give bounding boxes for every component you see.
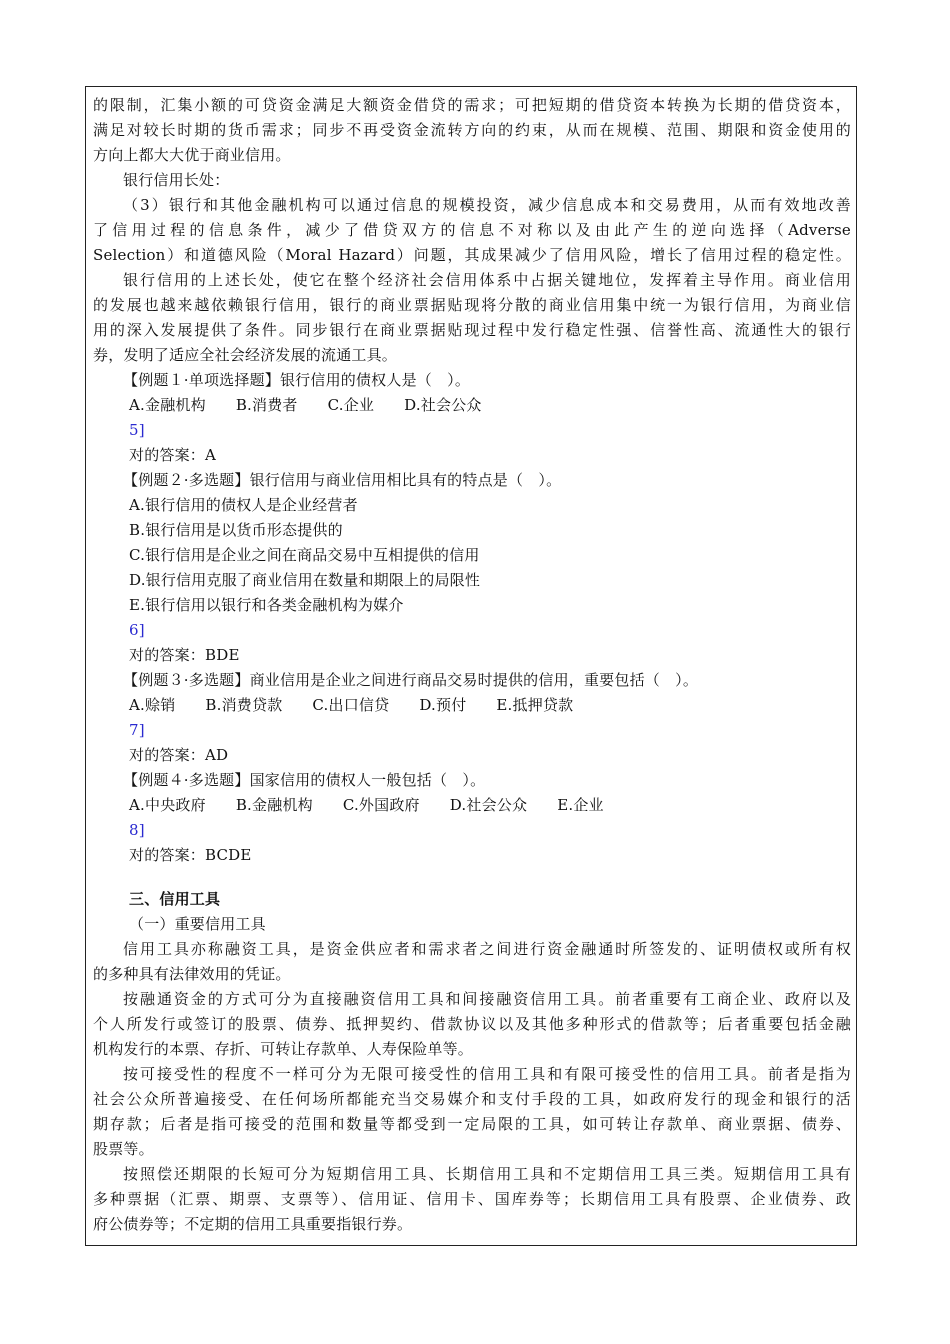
text-line: 信用工具亦称融资工具，是资金供应者和需求者之间进行资金融通时所签发的、证明债权或所有权	[123, 940, 851, 958]
option: A.金融机构	[129, 396, 206, 414]
text-line: 府公债券等；不定期的信用工具重要指银行券。	[93, 1215, 413, 1233]
answer: 对的答案：BCDE	[129, 846, 252, 864]
section-heading: 三、信用工具	[129, 890, 221, 908]
reference-marker: 8]	[129, 821, 145, 839]
text-line: 了信用过程的信息条件，减少了借贷双方的信息不对称以及由此产生的逆向选择（Adverse	[93, 221, 851, 239]
answer: 对的答案：A	[129, 446, 217, 464]
text-line: 用的深入发展提供了条件。同步银行在商业票据贴现过程中发行稳定性强、信誉性高、流通性大的银行	[93, 321, 851, 339]
text-line: 机构发行的本票、存折、可转让存款单、人寿保险单等。	[93, 1040, 474, 1058]
text-line: Selection）和道德风险（Moral Hazard）问题，其成果减少了信用风险，增长了信用过程的稳定性。	[93, 246, 851, 264]
option: C.银行信用是企业之间在商品交易中互相提供的信用	[129, 546, 480, 564]
option: A.银行信用的债权人是企业经营者	[129, 496, 358, 514]
reference-marker: 7]	[129, 721, 145, 739]
option: E.企业	[557, 796, 604, 814]
question-title: 【例题３·多选题】商业信用是企业之间进行商品交易时提供的信用，重要包括（ ）。	[123, 671, 699, 689]
question-title: 【例题２·多选题】银行信用与商业信用相比具有的特点是（ ）。	[123, 471, 562, 489]
subheading: （一）重要信用工具	[129, 915, 266, 933]
question-options	[93, 693, 851, 718]
text-line: 方向上都大大优于商业信用。	[93, 146, 291, 164]
answer: 对的答案：AD	[129, 746, 229, 764]
reference-marker: 6]	[129, 621, 145, 639]
text-line: 按融通资金的方式可分为直接融资信用工具和间接融资信用工具。前者重要有工商企业、政府以及	[123, 990, 851, 1008]
question-title: 【例题１·单项选择题】银行信用的债权人是（ ）。	[123, 371, 471, 389]
text-line: 期存款；后者是指可接受的范围和数量等都受到一定局限的工具，如可转让存款单、商业票据、债券、	[93, 1115, 851, 1133]
document-content	[93, 93, 851, 1237]
option: B.银行信用是以货币形态提供的	[129, 521, 343, 539]
option: C.企业	[327, 396, 375, 414]
option: D.社会公众	[449, 796, 528, 814]
text-line: 股票等。	[93, 1140, 154, 1158]
option: B.金融机构	[235, 796, 313, 814]
question-options	[93, 393, 851, 418]
paragraph-label: 银行信用长处：	[123, 171, 230, 189]
option: D.社会公众	[404, 396, 482, 414]
text-line: 券，发明了适应全社会经济发展的流通工具。	[93, 346, 398, 364]
option: D.预付	[419, 696, 467, 714]
option: A.中央政府	[129, 796, 206, 814]
option: E.银行信用以银行和各类金融机构为媒介	[129, 596, 404, 614]
option: E.抵押贷款	[496, 696, 574, 714]
reference-marker: 5]	[129, 421, 145, 439]
option: D.银行信用克服了商业信用在数量和期限上的局限性	[129, 571, 481, 589]
text-line: 多种票据（汇票、期票、支票等）、信用证、信用卡、国库券等；长期信用工具有股票、企业债券、政	[93, 1190, 851, 1208]
text-line: 按可接受性的程度不一样可分为无限可接受性的信用工具和有限可接受性的信用工具。前者是指为	[123, 1065, 851, 1083]
option: C.外国政府	[342, 796, 420, 814]
text-line: 满足对较长时期的货币需求；同步不再受资金流转方向的约束，从而在规模、范围、期限和资金使用的	[93, 121, 851, 139]
text-line: 社会公众所普遍接受、在任何场所都能充当交易媒介和支付手段的工具，如政府发行的现金和银行的活	[93, 1090, 851, 1108]
text-line: 的多种具有法律效用的凭证。	[93, 965, 291, 983]
text-line: 按照偿还期限的长短可分为短期信用工具、长期信用工具和不定期信用工具三类。短期信用工具有	[123, 1165, 851, 1183]
text-line: 的发展也越来越依赖银行信用，银行的商业票据贴现将分散的商业信用集中统一为银行信用，为商业信	[93, 296, 851, 314]
option: C.出口信贷	[312, 696, 390, 714]
document-frame	[85, 86, 857, 1246]
spacer	[93, 868, 851, 887]
text-line: 的限制，汇集小额的可贷资金满足大额资金借贷的需求；可把短期的借贷资本转换为长期的借贷资本，	[93, 96, 851, 114]
text-line: 个人所发行或签订的股票、债券、抵押契约、借款协议以及其他多种形式的借款等；后者重要包括金融	[93, 1015, 851, 1033]
question-title: 【例题４·多选题】国家信用的债权人一般包括（ ）。	[123, 771, 486, 789]
text-line: （3）银行和其他金融机构可以通过信息的规模投资，减少信息成本和交易费用，从而有效地改善	[123, 196, 851, 214]
option: A.赊销	[129, 696, 176, 714]
text-line: 银行信用的上述长处，使它在整个经济社会信用体系中占据关键地位，发挥着主导作用。商业信用	[123, 271, 851, 289]
question-options	[93, 793, 851, 818]
answer: 对的答案：BDE	[129, 646, 240, 664]
option: B.消费者	[235, 396, 298, 414]
option: B.消费贷款	[205, 696, 283, 714]
